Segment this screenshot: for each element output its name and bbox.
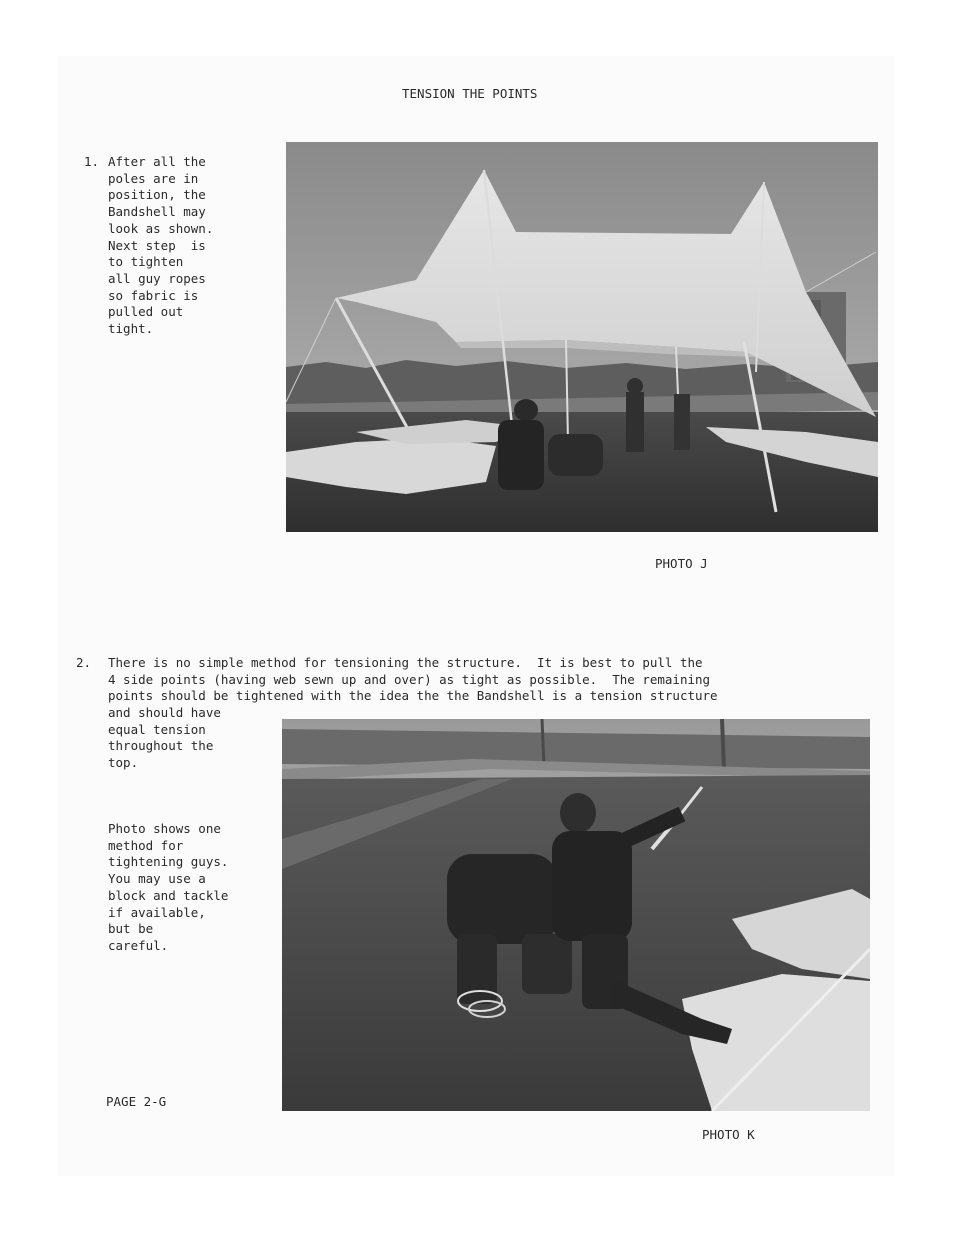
photo-j-caption: PHOTO J: [655, 556, 708, 571]
photo-k-image: [282, 719, 870, 1111]
photo-k-tightening-guys: [282, 719, 870, 1111]
page-label: PAGE 2-G: [106, 1094, 167, 1109]
page-title: TENSION THE POINTS: [402, 86, 538, 101]
photo-j-image: [286, 142, 878, 532]
photo-k-caption: PHOTO K: [702, 1127, 755, 1142]
photo-j-tent-setup: [286, 142, 878, 532]
step-1-number: 1.: [84, 154, 100, 169]
step-2-text: There is no simple method for tensioning the structure. It is best to pull the 4 side points (having web sewn up and over) as tight as possible. The remaining points should be tightened with the idea the the Bandshell is a tension structure: [108, 655, 718, 704]
step-1-text: After all the poles are in position, the Bandshell may look as shown. Next step is to tighten all guy ropes so fabric is pulled out tight.: [108, 154, 214, 337]
step-2-number: 2.: [76, 655, 92, 670]
photo-k-note: Photo shows one method for tightening guys. You may use a block and tackle if available, but be careful.: [108, 821, 229, 953]
step-2-text-continued: and should have equal tension throughout the top.: [108, 705, 221, 771]
